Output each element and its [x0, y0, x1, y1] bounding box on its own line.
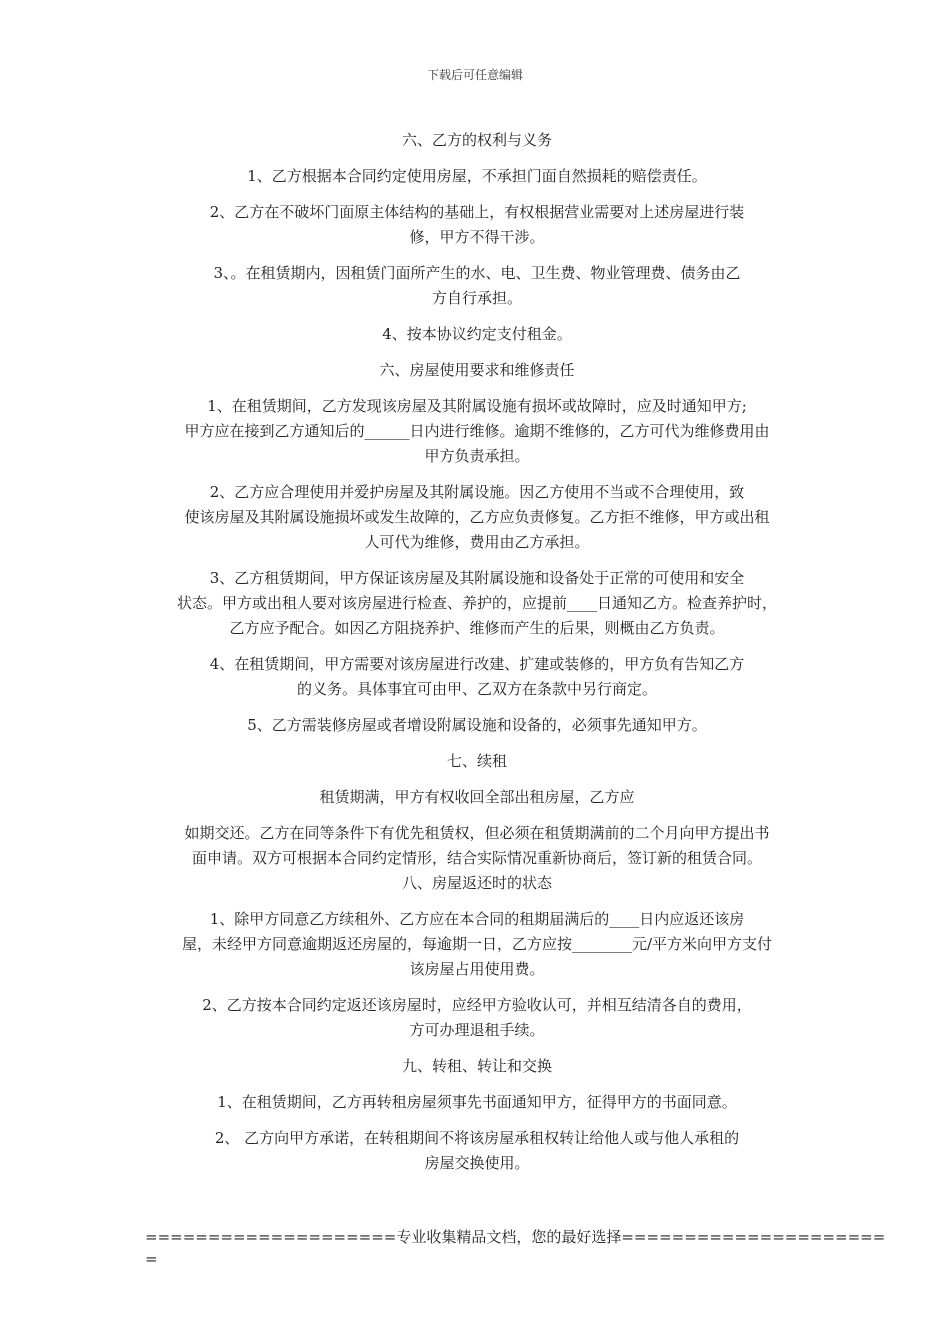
text-line: 甲方负责承担。 [424, 447, 530, 465]
text-line: 房屋交换使用。 [424, 1154, 530, 1172]
text-line: 4、按本协议约定支付租金。 [382, 325, 572, 343]
document-body [145, 128, 809, 1176]
text-line: 1、在租赁期间，乙方再转租房屋须事先书面通知甲方，征得甲方的书面同意。 [217, 1093, 737, 1111]
paragraph [145, 164, 809, 189]
paragraph [145, 566, 809, 641]
text-line: 3、乙方租赁期间，甲方保证该房屋及其附属设施和设备处于正常的可使用和安全 [209, 569, 745, 587]
text-line: 使该房屋及其附属设施损坏或发生故障的，乙方应负责修复。乙方拒不维修，甲方或出租 [184, 508, 770, 526]
text-line: 1、除甲方同意乙方续租外、乙方应在本合同的租期届满后的____日内应返还该房 [209, 910, 745, 928]
paragraph [145, 821, 809, 896]
text-line: 屋，未经甲方同意逾期返还房屋的，每逾期一日，乙方应按________元/平方米向甲方支付 [181, 935, 773, 953]
text-line: 方自行承担。 [431, 289, 522, 307]
footer-line: ====================专业收集精品文档，您的最好选择===================== [145, 1228, 886, 1246]
section-heading-8: 八、房屋返还时的状态 [401, 874, 552, 892]
text-line: 5、乙方需装修房屋或者增设附属设施和设备的，必须事先通知甲方。 [247, 716, 707, 734]
paragraph [145, 993, 809, 1043]
text-line: 六、房屋使用要求和维修责任 [379, 361, 575, 379]
footer-line-tail: = [145, 1250, 158, 1268]
section-heading-9 [145, 1054, 809, 1079]
text-line: 1、在租赁期间，乙方发现该房屋及其附属设施有损坏或故障时，应及时通知甲方; [207, 397, 747, 415]
text-line: 2、 乙方向甲方承诺，在转租期间不将该房屋承租权转让给他人或与他人承租的 [214, 1129, 740, 1147]
text-line: 租赁期满，甲方有权收回全部出租房屋，乙方应 [319, 788, 635, 806]
text-line: 面申请。双方可根据本合同约定情形，结合实际情况重新协商后，签订新的租赁合同。 [191, 849, 762, 867]
text-line: 乙方应予配合。如因乙方阻挠养护、维修而产生的后果，则概由乙方负责。 [229, 619, 725, 637]
paragraph [145, 480, 809, 555]
section-heading-6 [145, 128, 809, 153]
text-line: 该房屋占用使用费。 [409, 960, 545, 978]
paragraph [145, 200, 809, 250]
text-line: 2、乙方在不破坏门面原主体结构的基础上，有权根据营业需要对上述房屋进行装 [209, 203, 745, 221]
paragraph [145, 322, 809, 347]
text-line: 如期交还。乙方在同等条件下有优先租赁权，但必须在租赁期满前的二个月向甲方提出书 [184, 824, 770, 842]
text-line: 六、乙方的权利与义务 [401, 131, 552, 149]
text-line: 人可代为维修，费用由乙方承担。 [364, 533, 590, 551]
text-line: 4、在租赁期间，甲方需要对该房屋进行改建、扩建或装修的，甲方负有告知乙方 [209, 655, 745, 673]
paragraph [145, 261, 809, 311]
text-line: 方可办理退租手续。 [409, 1021, 545, 1039]
paragraph [145, 394, 809, 469]
text-line: 1、乙方根据本合同约定使用房屋，不承担门面自然损耗的赔偿责任。 [247, 167, 707, 185]
text-line: 2、乙方按本合同约定返还该房屋时，应经甲方验收认可，并相互结清各自的费用， [202, 996, 752, 1014]
text-line: 2、乙方应合理使用并爱护房屋及其附属设施。因乙方使用不当或不合理使用，致 [209, 483, 745, 501]
text-line: 的义务。具体事宜可由甲、乙双方在条款中另行商定。 [296, 680, 657, 698]
page-footer [145, 1226, 886, 1270]
paragraph [145, 652, 809, 702]
page-header: 下载后可任意编辑 [426, 68, 523, 82]
text-line: 修，甲方不得干涉。 [409, 228, 545, 246]
text-line: 七、续租 [446, 752, 507, 770]
text-line: 3、。在租赁期内，因租赁门面所产生的水、电、卫生费、物业管理费、债务由乙 [213, 264, 741, 282]
paragraph [145, 1090, 809, 1115]
paragraph [145, 1126, 809, 1176]
section-heading-7 [145, 749, 809, 774]
section-heading-6b [145, 358, 809, 383]
text-line: 状态。甲方或出租人要对该房屋进行检查、养护的，应提前____日通知乙方。检查养护时， [176, 594, 777, 612]
text-line: 甲方应在接到乙方通知后的______日内进行维修。逾期不维修的，乙方可代为维修费用由 [184, 422, 770, 440]
text-line: 九、转租、转让和交换 [401, 1057, 552, 1075]
paragraph [145, 907, 809, 982]
paragraph [145, 785, 809, 810]
paragraph [145, 713, 809, 738]
